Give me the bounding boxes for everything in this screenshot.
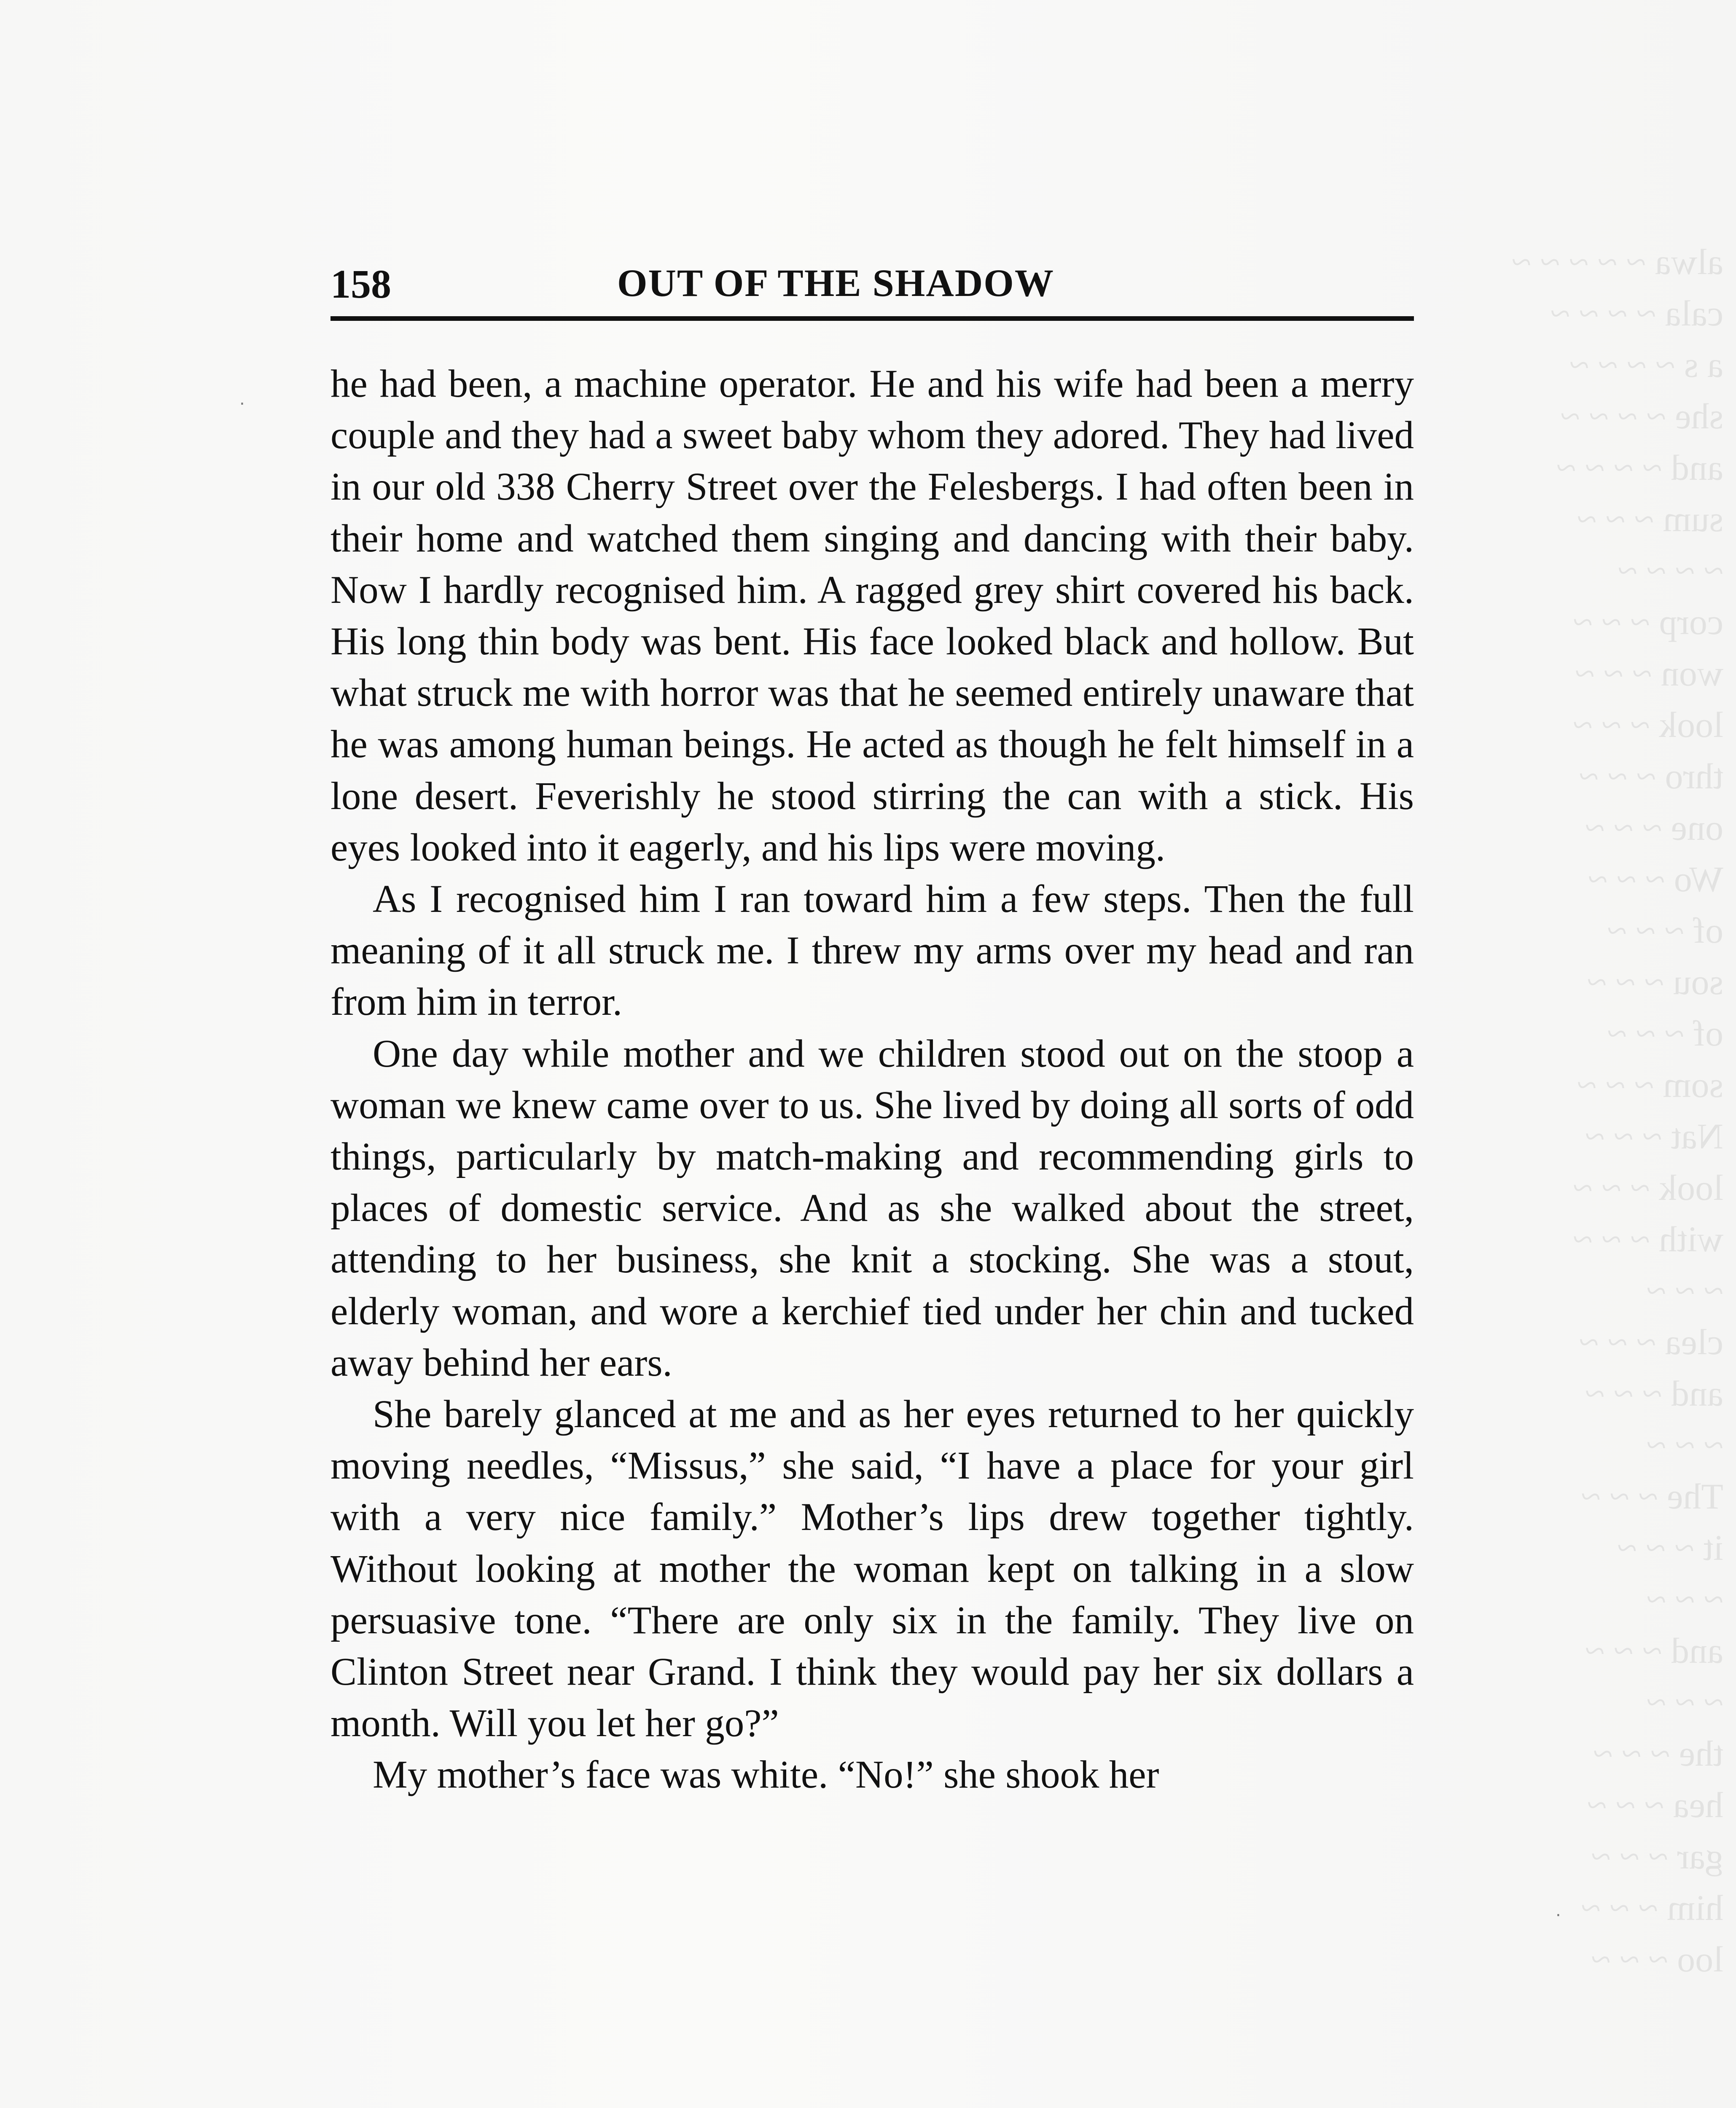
paragraph: As I recognised him I ran toward him a few steps. Then the full meaning of it all struck me. I threw my arms over my head and ran from him in terror. [331,877,1414,1024]
paragraph: My mother’s face was white. “No!” she shook her [373,1753,1159,1797]
body-text [331,358,1414,1801]
paragraph: She barely glanced at me and as her eyes returned to her quickly moving needles, “Missus,” she said, “I have a place for your girl with a very nice family.” Mother’s lips drew together tightly. Without looking at mother the woman kept on talking in a slow persuasive tone. “There are only six in the family. They live on Clinton Street near Grand. I think they would pay her six dollars a month. Will you let her go?” [331,1393,1414,1745]
running-title: OUT OF THE SHADOW [617,261,1054,304]
page-number: 158 [331,261,391,307]
show-through-text: alwa ~ ~ ~ ~ ~ cala ~ ~ ~ ~ a s ~ ~ ~ ~ she ~ ~ ~ ~ and ~ ~ ~ ~ sum ~ ~ ~ ~ ~ ~ ~ corp ~ ~ ~ won ~ ~ ~ look ~ ~ ~ thro ~ ~ ~ one ~ ~ ~ Wo ~ ~ ~ of ~ ~ ~ sou ~ ~ ~ of ~ ~ ~ som ~ ~ ~ Nat ~ ~ ~ look ~ ~ ~ with ~ ~ ~ ~ ~ ~ clea ~ ~ ~ and ~ ~ ~ ~ ~ ~ The ~ ~ ~ it ~ ~ ~ ~ ~ ~ and ~ ~ ~ ~ ~ ~ the ~ ~ ~ hea ~ ~ ~ gar ~ ~ ~ him ~ ~ ~ loo ~ ~ ~ [1511,242,1723,1979]
margin-speck: ‧ [239,395,245,414]
margin-speck: ‧ [1556,1906,1561,1925]
paragraph: One day while mother and we children stood out on the stoop a woman we knew came over to us. She lived by doing all sorts of odd things, particularly by match-making and recommending girls to places of domestic service. And as she walked about the street, attending to her business, she knit a stocking. She was a stout, elderly woman, and wore a kerchief tied under her chin and tucked away behind her ears. [331,1032,1414,1385]
paragraph: he had been, a machine operator. He and his wife had been a merry couple and they had a sweet baby whom they adored. They had lived in our old 338 Cherry Street over the Felesbergs. I had often been in their home and watched them singing and dancing with their baby. Now I hardly recognised him. A ragged grey shirt covered his back. His long thin body was bent. His face looked black and hollow. But what struck me with horror was that he seemed entirely unaware that he was among human beings. He acted as though he felt himself in a lone desert. Feverishly he stood stirring the can with a stick. His eyes looked into it eagerly, and his lips were moving. [331,362,1414,869]
running-header [331,252,1414,315]
header-rule [331,316,1414,321]
